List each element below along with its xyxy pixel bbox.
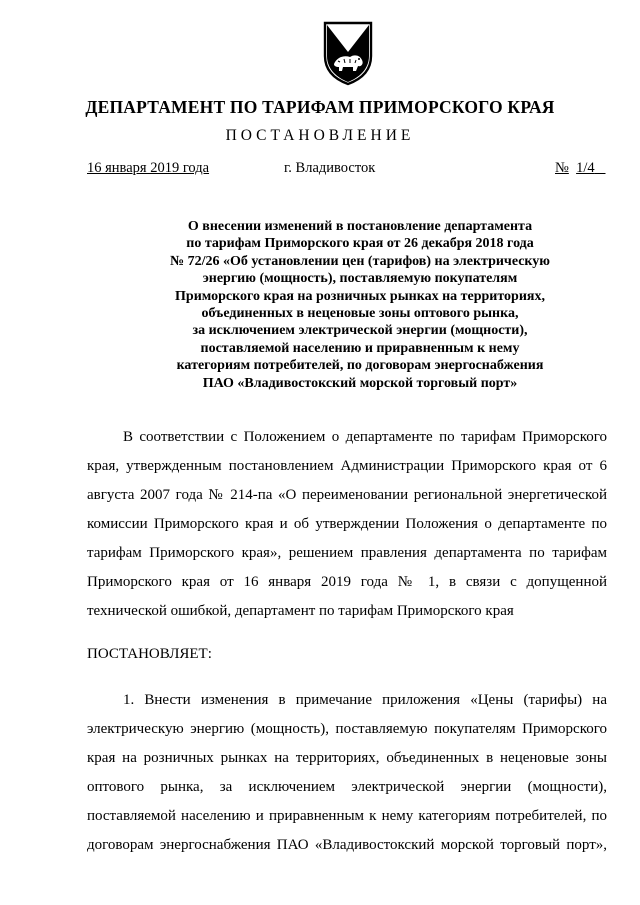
decree-heading xyxy=(87,640,607,669)
number-value: 1/4 xyxy=(576,160,595,176)
preamble-line: края, утвержденным постановлением Администрации Приморского края от 6 xyxy=(87,458,607,474)
subject-line: О внесении изменений в постановление департамента xyxy=(187,219,533,234)
item-line: договорам энергоснабжения ПАО «Владивостокский морской торговый порт», xyxy=(87,837,607,853)
preamble-line: комиссии Приморского края и об утверждении Положения о департаменте по xyxy=(87,516,607,532)
document-city: г. Владивосток xyxy=(284,160,376,176)
organization-title: ДЕПАРТАМЕНТ ПО ТАРИФАМ ПРИМОРСКОГО КРАЯ xyxy=(85,97,555,117)
document-subject xyxy=(140,218,580,392)
subject-line: № 72/26 «Об установлении цен (тарифов) на электрическую xyxy=(170,253,550,269)
subject-line: по тарифам Приморского края от 26 декабря 2018 года xyxy=(186,236,534,252)
item-line: 1. Внести изменения в примечание приложения «Цены (тарифы) на xyxy=(123,692,607,708)
document-date: 16 января 2019 года xyxy=(87,160,210,176)
preamble-line: технической ошибкой, департамент по тарифам Приморского края xyxy=(87,603,514,619)
preamble-paragraph xyxy=(87,423,607,626)
preamble-line: августа 2007 года № 214-па «О переименовании региональной энергетической xyxy=(87,487,607,503)
item-line: поставляемой населению и приравненным к нему категориям потребителей, по xyxy=(87,808,607,824)
subject-line: за исключением электрической энергии (мощности), xyxy=(192,323,528,339)
item-line: края на розничных рынках на территориях, объединенных в неценовые зоны xyxy=(87,750,607,766)
preamble-line: тарифам Приморского края», решением правления департамента по тарифам xyxy=(87,545,607,561)
item-line: электрическую энергию (мощность), поставляемую покупателям Приморского xyxy=(87,721,607,737)
preamble-line: В соответствии с Положением о департаменте по тарифам Приморского xyxy=(123,429,607,445)
item-line: оптового рынка, за исключением электрической энергии (мощности), xyxy=(87,779,607,795)
subject-line: ПАО «Владивостокский морской торговый порт» xyxy=(202,375,518,391)
preamble-line: Приморского края от 16 января 2019 года № 1, в связи с допущенной xyxy=(87,574,607,590)
subject-line: объединенных в неценовые зоны оптового рынка, xyxy=(201,306,519,322)
coat-of-arms-emblem xyxy=(319,20,377,86)
document-number xyxy=(555,160,606,177)
subject-line: Приморского края на розничных рынках на территориях, xyxy=(175,288,545,304)
decree-word: ПОСТАНОВЛЯЕТ: xyxy=(87,646,212,662)
subject-line: категориям потребителей, по договорам энергоснабжения xyxy=(176,358,544,374)
item-1-paragraph xyxy=(87,686,607,860)
subject-line: энергию (мощность), поставляемую покупателям xyxy=(202,271,518,287)
subject-line: поставляемой населению и приравненным к нему xyxy=(200,340,520,356)
number-label: № xyxy=(555,160,569,176)
document-type: ПОСТАНОВЛЕНИЕ xyxy=(225,127,415,144)
